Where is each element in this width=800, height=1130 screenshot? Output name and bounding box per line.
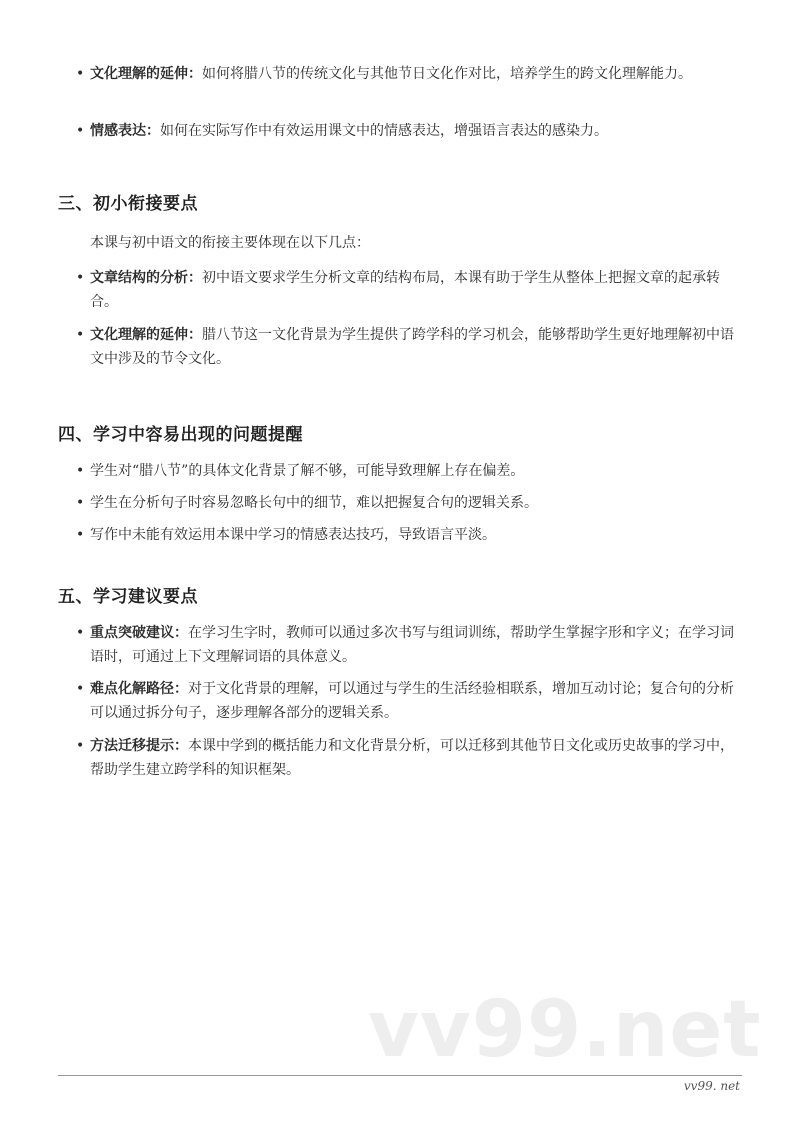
section-heading-4: 四、学习中容易出现的问题提醒 bbox=[58, 425, 303, 445]
bullet-text: 在学习生字时，教师可以通过多次书写与组词训练，帮助学生掌握字形和字义；在学习词语时，可通过上下文理解词语的具体意义。 bbox=[90, 625, 734, 665]
bullet-label: 难点化解路径： bbox=[90, 681, 188, 697]
bullet-text: 初中语文要求学生分析文章的结构布局，本课有助于学生从整体上把握文章的起承转合。 bbox=[90, 270, 720, 310]
bullet-text: 对于文化背景的理解，可以通过与学生的生活经验相联系，增加互动讨论；复合句的分析可以通过拆分句子，逐步理解各部分的逻辑关系。 bbox=[90, 681, 734, 721]
bullet-text: 本课中学到的概括能力和文化背景分析，可以迁移到其他节日文化或历史故事的学习中，帮助学生建立跨学科的知识框架。 bbox=[90, 738, 734, 778]
list-item bbox=[90, 119, 740, 143]
bullet-text: 如何将腊八节的传统文化与其他节日文化作对比，培养学生的跨文化理解能力。 bbox=[202, 66, 692, 82]
list-item: • 学生在分析句子时容易忽略长句中的细节，难以把握复合句的逻辑关系。 bbox=[90, 491, 740, 515]
bullet-label: 情感表达： bbox=[90, 123, 160, 139]
bullet-label: 文化理解的延伸： bbox=[90, 327, 202, 343]
bullet-text: 腊八节这一文化背景为学生提供了跨学科的学习机会，能够帮助学生更好地理解初中语文中涉及的节令文化。 bbox=[90, 327, 734, 367]
section-heading-5: 五、学习建议要点 bbox=[58, 587, 198, 607]
list-item bbox=[90, 266, 740, 314]
bullet-label: 文章结构的分析： bbox=[90, 270, 202, 286]
bullet-label: 重点突破建议： bbox=[90, 625, 188, 641]
list-item bbox=[90, 323, 740, 371]
watermark: vv99.net bbox=[368, 985, 762, 1075]
list-item: • 写作中未能有效运用本课中学习的情感表达技巧，导致语言平淡。 bbox=[90, 523, 740, 547]
list-item bbox=[90, 734, 740, 782]
footer-divider bbox=[58, 1075, 742, 1076]
section-heading-3: 三、初小衔接要点 bbox=[58, 194, 198, 214]
list-item: • 学生对“腊八节”的具体文化背景了解不够，可能导致理解上存在偏差。 bbox=[90, 459, 740, 483]
bullet-text: 如何在实际写作中有效运用课文中的情感表达，增强语言表达的感染力。 bbox=[160, 123, 608, 139]
bullet-label: 文化理解的延伸： bbox=[90, 66, 202, 82]
list-item bbox=[90, 62, 740, 86]
footer-site-label: vv99. net bbox=[683, 1079, 740, 1093]
section-intro-paragraph: 本课与初中语文的衔接主要体现在以下几点： bbox=[90, 235, 370, 251]
bullet-label: 方法迁移提示： bbox=[90, 738, 188, 754]
list-item bbox=[90, 621, 740, 669]
list-item bbox=[90, 677, 740, 725]
